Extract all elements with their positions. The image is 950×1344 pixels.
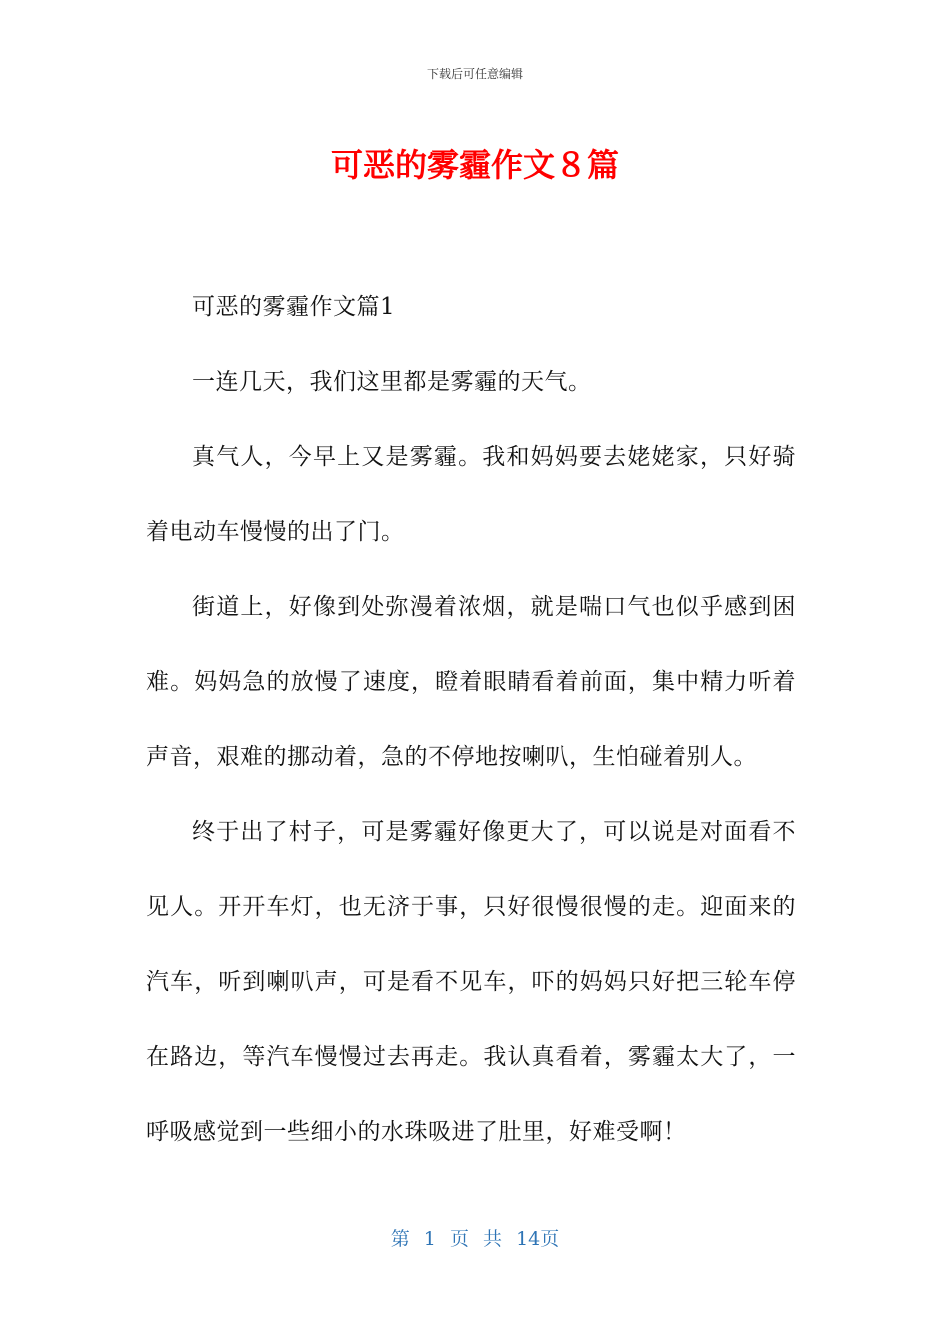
header-note: 下载后可任意编辑 <box>426 67 523 81</box>
document-title: 可恶的雾霾作文８篇 <box>330 146 619 184</box>
section-heading: 可恶的雾霾作文篇1 <box>192 294 396 320</box>
footer-label-di: 第 <box>390 1228 410 1250</box>
footer-label-ye: 页 <box>449 1228 469 1250</box>
total-pages: 14页 <box>516 1228 560 1250</box>
page-footer <box>0 1226 950 1252</box>
current-page-number: 1 <box>423 1228 436 1250</box>
footer-label-gong: 共 <box>483 1228 503 1250</box>
paragraph: 街道上，好像到处弥漫着浓烟，就是喘口气也似乎感到困难。妈妈急的放慢了速度，瞪着眼睛看着前面，集中精力听着声音，艰难的挪动着，急的不停地按喇叭，生怕碰着别人。 <box>146 594 796 770</box>
paragraph: 终于出了村子，可是雾霾好像更大了，可以说是对面看不见人。开开车灯，也无济于事，只好很慢很慢的走。迎面来的汽车，听到喇叭声，可是看不见车，吓的妈妈只好把三轮车停在路边，等汽车慢慢过去再走。我认真看着，雾霾太大了，一呼吸感觉到一些细小的水珠吸进了肚里，好难受啊！ <box>146 819 796 1145</box>
document-body <box>146 270 796 1170</box>
paragraph: 真气人，今早上又是雾霾。我和妈妈要去姥姥家，只好骑着电动车慢慢的出了门。 <box>146 444 796 545</box>
paragraph: 一连几天，我们这里都是雾霾的天气。 <box>192 369 592 395</box>
